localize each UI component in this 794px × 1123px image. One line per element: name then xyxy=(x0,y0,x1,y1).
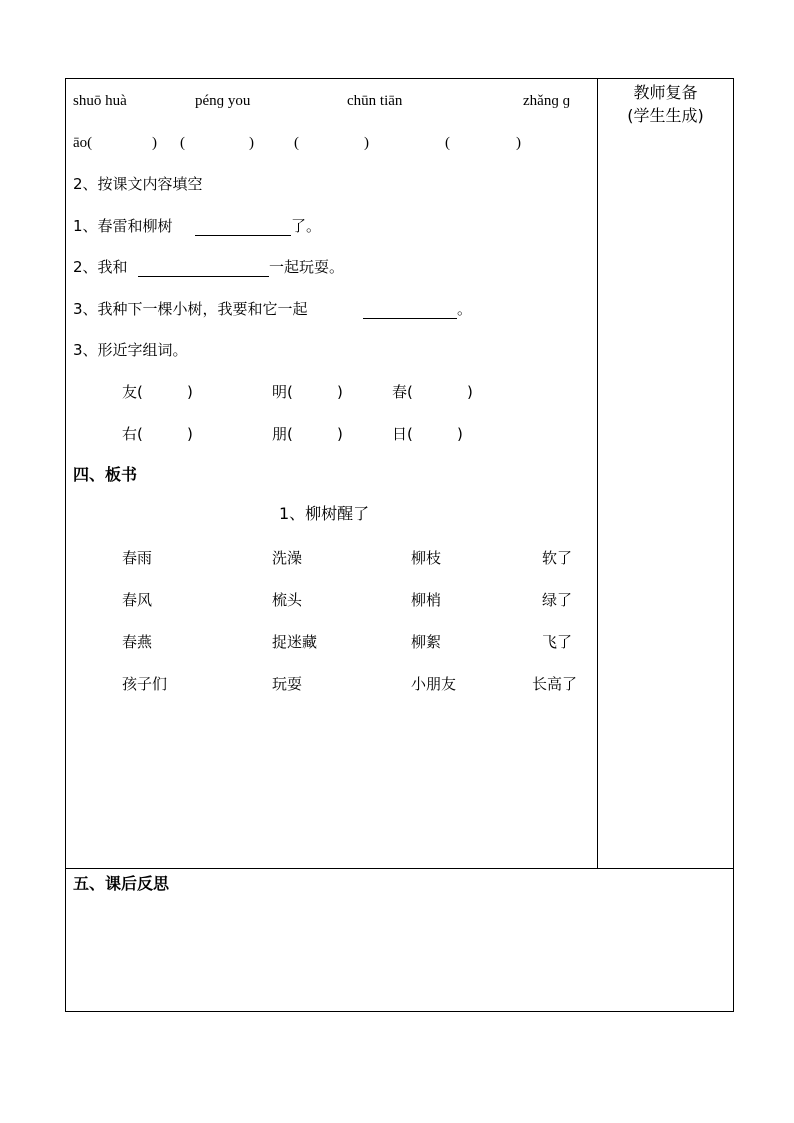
board-r3-c4: 飞了 xyxy=(542,633,573,651)
board-r3-c3: 柳絮 xyxy=(411,633,442,651)
similar-row2-a-open: 右( xyxy=(122,425,143,443)
similar-row1-c-open: 春( xyxy=(392,383,413,401)
fill-item-3-before: 3、我种下一棵小树，我要和它一起 xyxy=(73,300,308,318)
table-top-border xyxy=(65,78,734,79)
board-r2-c4: 绿了 xyxy=(542,591,573,609)
board-r2-c1: 春风 xyxy=(122,591,153,609)
board-r3-c1: 春燕 xyxy=(122,633,153,651)
pinyin-blank-1-open: āo( xyxy=(73,135,93,151)
pinyin-blank-3-open: ( xyxy=(294,135,299,151)
fill-item-1-before: 1、春雷和柳树 xyxy=(73,217,173,235)
similar-row1-c-close: ) xyxy=(467,383,473,401)
similar-heading: 3、形近字组词。 xyxy=(73,341,188,359)
board-r1-c3: 柳枝 xyxy=(411,549,442,567)
board-r1-c2: 洗澡 xyxy=(272,549,303,567)
table-left-border xyxy=(65,78,66,1012)
board-r2-c2: 梳头 xyxy=(272,591,303,609)
table-right-border xyxy=(733,78,734,1012)
pinyin-blank-1-close: ) xyxy=(152,135,157,151)
pinyin-word-4: zhǎnɡ ɡ xyxy=(523,93,571,109)
similar-row2-a-close: ) xyxy=(187,425,193,443)
board-r1-c1: 春雨 xyxy=(122,549,153,567)
similar-row2-c-close: ) xyxy=(457,425,463,443)
fill-heading: 2、按课文内容填空 xyxy=(73,175,203,193)
pinyin-word-2: pénɡ you xyxy=(195,93,251,109)
similar-row2-b-close: ) xyxy=(337,425,343,443)
fill-item-3-blank xyxy=(363,318,457,319)
fill-item-2-before: 2、我和 xyxy=(73,258,128,276)
pinyin-word-1: shuō huà xyxy=(73,93,127,109)
pinyin-word-3: chūn tiān xyxy=(347,93,403,109)
similar-row1-a-open: 友( xyxy=(122,383,143,401)
similar-row2-c-open: 日( xyxy=(392,425,413,443)
board-heading: 四、板书 xyxy=(73,465,138,484)
board-r4-c3: 小朋友 xyxy=(411,675,457,693)
table-bottom-border xyxy=(65,1011,734,1012)
column-divider xyxy=(597,78,598,869)
pinyin-blank-3-close: ) xyxy=(364,135,369,151)
side-note-line1: 教师复备 xyxy=(633,83,698,102)
board-r4-c1: 孩子们 xyxy=(122,675,168,693)
board-r3-c2: 捉迷藏 xyxy=(272,633,318,651)
pinyin-blank-2-close: ) xyxy=(249,135,254,151)
board-title: 1、柳树醒了 xyxy=(279,504,370,523)
fill-item-1-after: 了。 xyxy=(291,217,322,235)
similar-row1-b-close: ) xyxy=(337,383,343,401)
similar-row2-b-open: 朋( xyxy=(272,425,293,443)
row-divider xyxy=(65,868,734,869)
similar-row1-a-close: ) xyxy=(187,383,193,401)
fill-item-2-after: 一起玩耍。 xyxy=(269,258,345,276)
pinyin-blank-4-close: ) xyxy=(516,135,521,151)
similar-row1-b-open: 明( xyxy=(272,383,293,401)
board-r4-c4: 长高了 xyxy=(532,675,578,693)
reflection-heading: 五、课后反思 xyxy=(73,874,170,893)
fill-item-1-blank xyxy=(195,235,291,236)
side-note-line2: (学生生成) xyxy=(627,106,704,125)
board-r2-c3: 柳梢 xyxy=(411,591,442,609)
pinyin-blank-4-open: ( xyxy=(445,135,450,151)
fill-item-2-blank xyxy=(138,276,269,277)
pinyin-blank-2-open: ( xyxy=(180,135,185,151)
board-r4-c2: 玩耍 xyxy=(272,675,303,693)
fill-item-3-after: 。 xyxy=(457,300,473,318)
board-r1-c4: 软了 xyxy=(542,549,573,567)
